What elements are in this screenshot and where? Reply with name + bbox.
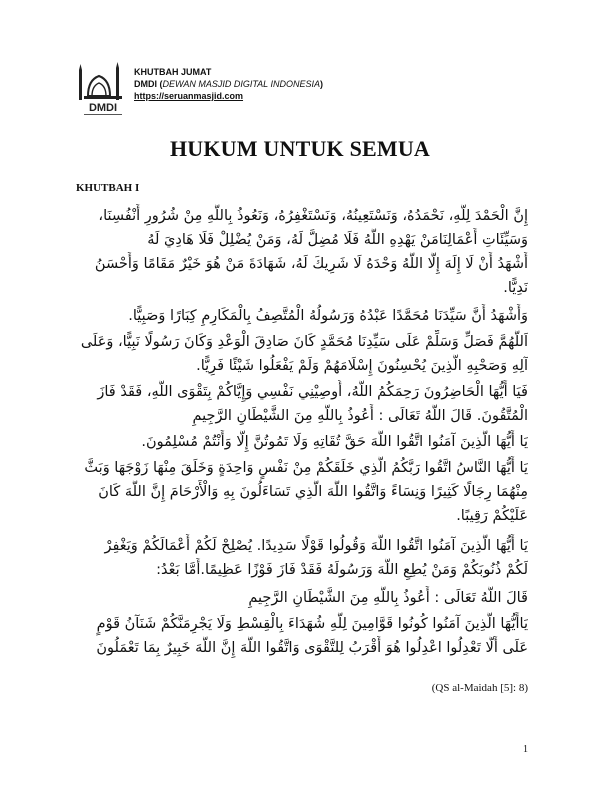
document-header [76, 62, 496, 118]
arabic-line: أَشْهَدُ أَنْ لَا إِلَهَ إِلَّا اللَّهُ وَحْدَهُ لَا شَرِيكَ لَهُ، شَهَادَةَ مَنْ هُوَ خَيْرٌ مَقَامًا وَأَحْسَنُ [94, 256, 528, 272]
header-text-block [134, 66, 323, 102]
arabic-line: الْمُتَّقُونَ. قَالَ اللَّهُ تَعَالَى : أَعُوذُ بِاللَّهِ مِنَ الشَّيْطَانِ الرَّجِيمِ [192, 408, 528, 424]
arabic-line: قَالَ اللَّهُ تَعَالَى : أَعُوذُ بِاللَّهِ مِنَ الشَّيْطَانِ الرَّجِيمِ [248, 590, 528, 606]
arabic-line: لَكُمْ ذُنُوبَكُمْ وَمَنْ يُطِعِ اللَّهَ وَرَسُولَهُ فَقَدْ فَازَ فَوْزًا عَظِيمًا.أَمَّا بَعْدُ: [156, 562, 528, 578]
arabic-line: يَا أَيُّهَا الَّذِينَ آمَنُوا اتَّقُوا اللَّهَ وَقُولُوا قَوْلًا سَدِيدًا. يُصْلِحْ لَكُمْ أَعْمَالَكُمْ وَيَغْفِرْ [104, 538, 528, 554]
arabic-line: نَدِيًّا. [503, 280, 528, 296]
arabic-line: إِنَّ الْحَمْدَ لِلَّهِ، نَحْمَدُهُ، وَنَسْتَعِينُهُ، وَنَسْتَغْفِرُهُ، وَنَعُوذُ بِاللَّهِ مِنْ شُرُورِ أَنْفُسِنَا، [98, 208, 528, 224]
header-line-2 [134, 78, 323, 90]
arabic-line: يَا أَيُّهَا النَّاسُ اتَّقُوا رَبَّكُمُ الَّذِي خَلَقَكُمْ مِنْ نَفْسٍ وَاحِدَةٍ وَخَلَقَ مِنْهَا زَوْجَهَا وَبَثَّ [84, 460, 528, 476]
arabic-line: اَللَّهُمَّ فَصَلِّ وَسَلِّمْ عَلَى سَيِّدِنَا مُحَمَّدٍ كَانَ صَادِقَ الْوَعْدِ وَكَانَ رَسُولًا نَبِيًّا، وَعَلَى [80, 334, 528, 350]
header-line-2-italic: DEWAN MASJID DIGITAL INDONESIA [162, 79, 321, 89]
dmdi-logo-icon [76, 62, 130, 118]
arabic-line: آلِهِ وَصَحْبِهِ الَّذِينَ يُحْسِنُونَ إِسْلَامَهُمْ وَلَمْ يَفْعَلُوا شَيْئًا فَرِيًّا. [196, 358, 528, 374]
header-line-2-end: ) [320, 79, 324, 89]
arabic-line: عَلَيْكُمْ رَقِيبًا. [456, 508, 528, 524]
section-heading: KHUTBAH I [76, 182, 140, 194]
header-line-2-bold: DMDI ( [134, 79, 163, 89]
arabic-line: مِنْهُمَا رِجَالًا كَثِيرًا وَنِسَاءً وَاتَّقُوا اللَّهَ الَّذِي تَسَاءَلُونَ بِهِ وَالْأَرْحَامَ إِنَّ اللَّهَ كَانَ [98, 484, 528, 500]
page-title: HUKUM UNTUK SEMUA [169, 136, 431, 161]
arabic-line: عَلَى أَلَّا تَعْدِلُوا اعْدِلُوا هُوَ أَقْرَبُ لِلتَّقْوَى وَاتَّقُوا اللَّهَ إِنَّ اللَّهَ خَبِيرٌ بِمَا تَعْمَلُونَ [96, 640, 528, 656]
arabic-line: يَاأَيُّهَا الَّذِينَ آمَنُوا كُونُوا قَوَّامِينَ لِلَّهِ شُهَدَاءَ بِالْقِسْطِ وَلَا يَجْرِمَنَّكُمْ شَنَآنُ قَوْمٍ [96, 616, 528, 632]
arabic-line: فَيَا أَيُّهَا الْحَاضِرُونَ رَحِمَكُمُ اللَّهُ، أُوصِيْنِي نَفْسِي وَإِيَّاكُمْ بِتَقْوَى اللَّهِ، فَقَدْ فَازَ [97, 384, 528, 400]
header-line-1: KHUTBAH JUMAT [134, 67, 212, 77]
page-number: 1 [523, 744, 528, 755]
quran-citation: (QS al-Maidah [5]: 8) [431, 682, 528, 694]
website-link[interactable]: https://seruanmasjid.com [134, 91, 244, 101]
arabic-line: وَأَشْهَدُ أَنَّ سَيِّدَنَا مُحَمَّدًا عَبْدُهُ وَرَسُولُهُ الْمُتَّصِفُ بِالْمَكَارِمِ كِبَارًا وَصَبِيًّا. [128, 308, 528, 324]
arabic-line: يَا أَيُّهَا الَّذِينَ آمَنُوا اتَّقُوا اللَّهَ حَقَّ تُقَاتِهِ وَلَا تَمُوتُنَّ إِلَّا وَأَنْتُمْ مُسْلِمُونَ. [141, 434, 528, 450]
logo-text: DMDI [88, 102, 118, 114]
arabic-line: وَسَيِّئَاتِ أَعْمَالِنَامَنْ يَهْدِهِ اللَّهُ فَلَا مُضِلَّ لَهُ، وَمَنْ يُضْلِلْ فَلَا هَادِيَ لَهُ [147, 232, 528, 248]
